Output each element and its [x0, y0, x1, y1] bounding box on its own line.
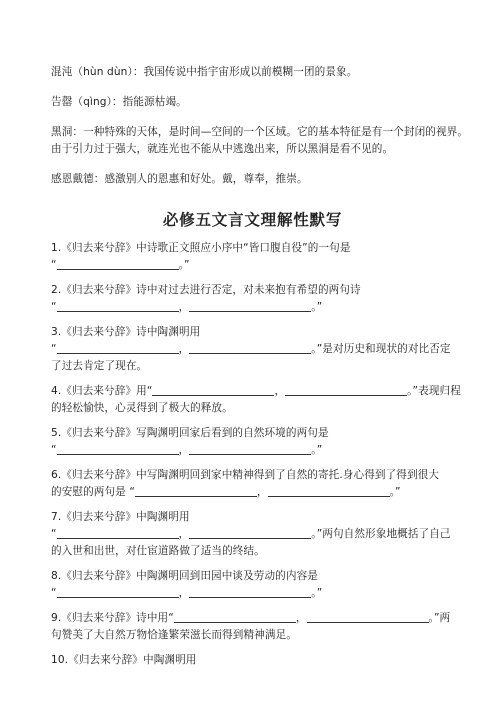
question-text: 。” — [311, 444, 323, 456]
question-text: “ — [51, 587, 57, 599]
answer-blank[interactable] — [135, 484, 257, 497]
question-text: ， — [178, 343, 190, 355]
question-text: 。”两 — [428, 612, 451, 624]
definition-item — [51, 64, 460, 81]
question-text: 10.《归去来兮辞》中陶渊明用 — [51, 654, 197, 666]
answer-blank[interactable] — [57, 585, 179, 598]
question-text: “ — [51, 259, 57, 271]
question-text: “ — [51, 444, 57, 456]
answer-blank[interactable] — [57, 299, 179, 312]
question-text: ， — [178, 301, 190, 313]
question-text: “ — [51, 343, 57, 355]
question-item — [51, 282, 460, 316]
answer-blank[interactable] — [57, 341, 179, 354]
question-item — [51, 652, 460, 669]
question-text: 句赞美了大自然万物恰逢繁荣滋长而得到精神满足。 — [51, 629, 297, 641]
question-text: 2.《归去来兮辞》诗中对过去进行否定，对未来抱有希望的两句诗 — [51, 284, 361, 296]
answer-blank[interactable] — [285, 383, 407, 396]
definition-line: 混沌（hùn dùn）：我国传说中指宇宙形成以前模糊一团的景象。 — [51, 66, 358, 78]
question-item — [51, 324, 460, 375]
answer-blank[interactable] — [189, 526, 311, 539]
question-text: 的安慰的两句是 “ — [51, 486, 135, 498]
definition-line: 由于引力过于强大，就连光也不能从中逃逸出来，所以黑洞是看不见的。 — [51, 143, 394, 155]
definition-item — [51, 124, 469, 158]
question-text: 了过去肯定了现在。 — [51, 360, 148, 372]
definition-item — [51, 94, 460, 111]
question-text: 3.《归去来兮辞》诗中陶渊明用 — [51, 326, 201, 338]
question-text: 。”表现归程 — [407, 385, 461, 397]
question-text: ， — [178, 587, 190, 599]
answer-blank[interactable] — [307, 610, 429, 623]
definition-line: 黑洞：一种特殊的天体，是时间—空间的一个区域。它的基本特征是有一个封闭的视界。 — [51, 126, 469, 138]
question-text: 5.《归去来兮辞》写陶渊明回家后看到的自然环境的两句是 — [51, 427, 329, 439]
question-text: “ — [51, 528, 57, 540]
question-text: ， — [178, 444, 190, 456]
answer-blank[interactable] — [268, 484, 390, 497]
answer-blank[interactable] — [189, 442, 311, 455]
answer-blank[interactable] — [189, 299, 311, 312]
question-text: 。”是对历史和现状的对比否定 — [311, 343, 451, 355]
definition-item — [51, 171, 460, 188]
question-text: 的入世和出世，对仕宦道路做了适当的终结。 — [51, 545, 265, 557]
question-text: ， — [256, 486, 268, 498]
question-text: ， — [178, 528, 190, 540]
answer-blank[interactable] — [57, 526, 179, 539]
question-item — [51, 383, 460, 417]
question-text: 。” — [311, 587, 323, 599]
question-text: “ — [51, 301, 57, 313]
question-text: 7.《归去来兮辞》中陶渊明用 — [51, 511, 190, 523]
question-text: 。” — [311, 301, 323, 313]
question-item — [51, 509, 460, 560]
question-item — [51, 610, 460, 644]
question-text: 1.《归去来兮辞》中诗歌正文照应小序中“皆口腹自役”的一句是 — [51, 242, 351, 254]
definition-line: 告罄（qìng）：指能源枯竭。 — [51, 96, 187, 108]
question-text: 的轻松愉快，心灵得到了极大的释放。 — [51, 402, 233, 414]
question-text: 4.《归去来兮辞》用“ — [51, 385, 153, 397]
question-text: 。” — [389, 486, 401, 498]
question-text: 。” — [178, 259, 190, 271]
section-title: 必修五文言文理解性默写 — [162, 210, 343, 229]
answer-blank[interactable] — [189, 341, 311, 354]
question-item — [51, 568, 460, 602]
answer-blank[interactable] — [57, 442, 179, 455]
question-text: 6.《归去来兮辞》中写陶渊明回到家中精神得到了自然的寄托.身心得到了得到很大 — [51, 469, 440, 481]
question-text: 9.《归去来兮辞》诗中用“ — [51, 612, 174, 624]
question-text: 。”两句自然形象地概括了自己 — [311, 528, 451, 540]
questions-list — [51, 240, 460, 669]
answer-blank[interactable] — [174, 610, 296, 623]
answer-blank[interactable] — [57, 257, 179, 270]
answer-blank[interactable] — [189, 585, 311, 598]
definition-line: 感恩戴德：感激别人的恩惠和好处。戴，尊奉，推崇。 — [51, 173, 308, 185]
question-item — [51, 467, 460, 501]
question-text: ， — [274, 385, 286, 397]
answer-blank[interactable] — [152, 383, 274, 396]
definitions-section — [51, 64, 469, 188]
question-text: 8.《归去来兮辞》中陶渊明回到田园中谈及劳动的内容是 — [51, 570, 318, 582]
question-item — [51, 240, 460, 274]
question-text: ， — [295, 612, 307, 624]
question-item — [51, 425, 460, 459]
